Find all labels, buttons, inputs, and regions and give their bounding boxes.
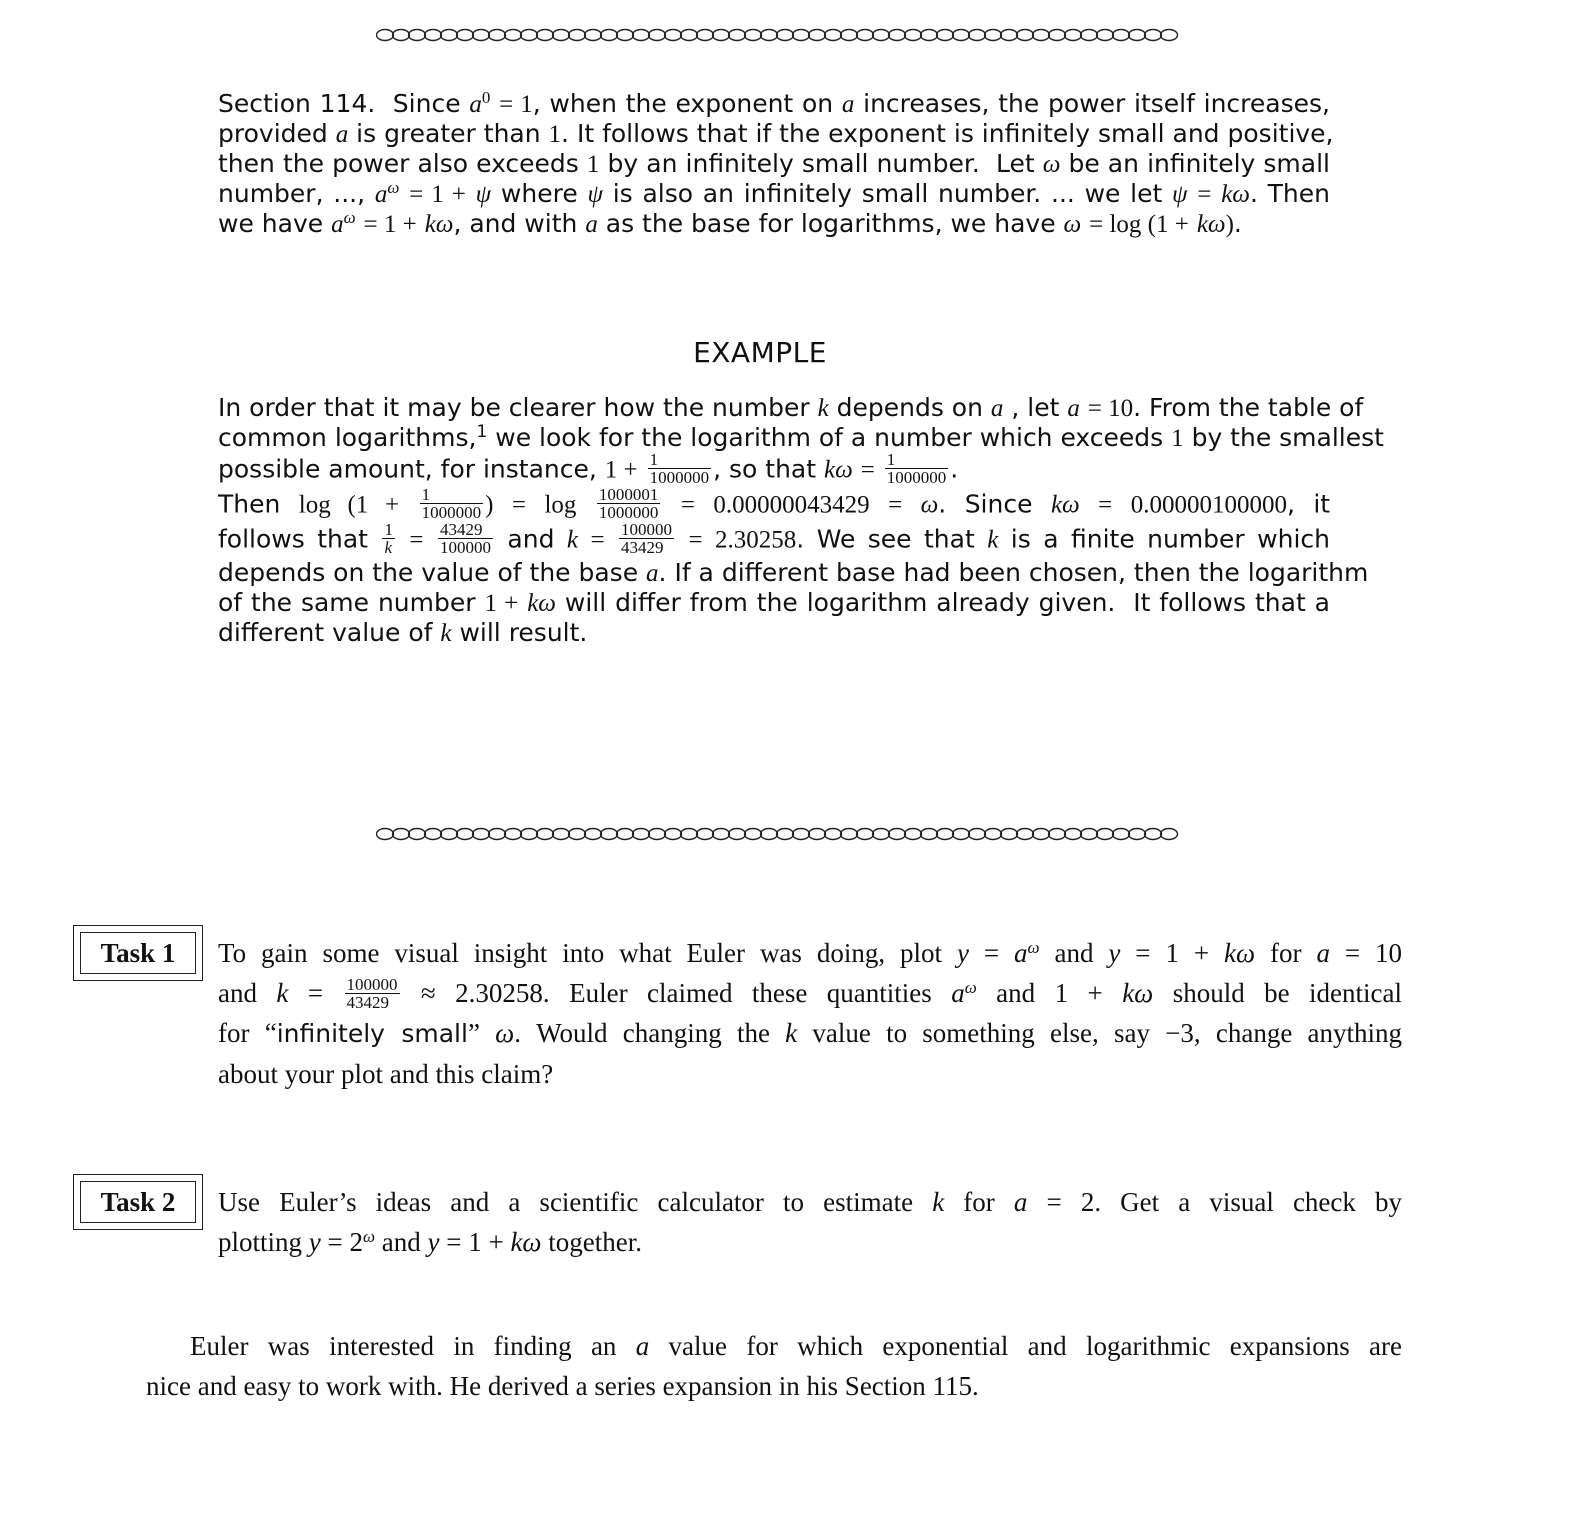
closing-paragraph [146, 1326, 1402, 1406]
closing-line-2: nice and easy to work with. He derived a series expansion in his Section 115. [146, 1371, 979, 1401]
chain-link [953, 30, 970, 41]
chain-link [489, 30, 506, 41]
chain-link [1065, 30, 1082, 41]
task-1-label: Task 1 [80, 932, 196, 974]
chain-link [825, 829, 842, 840]
task-2-line-2: plotting $y = 2^\omega$ and y = 1 + kω together. [218, 1227, 642, 1257]
chain-link [1161, 829, 1178, 840]
chain-link [873, 829, 890, 840]
chain-link-ornament-icon [376, 826, 1184, 842]
chain-link [457, 829, 474, 840]
and-word: and [507, 524, 555, 554]
chain-link [633, 829, 650, 840]
chain-link [537, 829, 554, 840]
chain-link [713, 30, 730, 41]
task-2-label-box [73, 1174, 203, 1230]
chain-link [1113, 829, 1130, 840]
chain-link [409, 30, 426, 41]
chain-link [1145, 829, 1162, 840]
chain-link [457, 30, 474, 41]
chain-link [937, 30, 954, 41]
fraction-kw: $\frac{1}{1000000}$ [886, 450, 947, 487]
task-1-text [218, 933, 1402, 1094]
chain-link [633, 30, 650, 41]
fraction-1-over-1000000: $\frac{1}{1000000}$ [649, 450, 710, 487]
section-lead: Section 114. [218, 89, 376, 118]
chain-link [425, 829, 442, 840]
chain-link [425, 30, 442, 41]
chain-link [1033, 30, 1050, 41]
chain-link [505, 829, 522, 840]
chain-link [985, 829, 1002, 840]
chain-link [681, 829, 698, 840]
task-1-line-4: about your plot and this claim? [218, 1059, 554, 1090]
example-line-5: follows that $\frac{1}{k}$ = $\frac{43429}{100000}$ and k = $\frac{100000}{43429}$ = 2.30258. We see that k is a finite number which [218, 520, 1330, 557]
chain-link [905, 829, 922, 840]
chain-link [665, 829, 682, 840]
fraction-43429-over-100000: $\frac{43429}{100000}$ [439, 520, 491, 557]
omega-value: 0.00000043429 [713, 491, 870, 519]
chain-link [905, 30, 922, 41]
chain-link [1049, 829, 1066, 840]
chain-link [505, 30, 522, 41]
task-1-line-1: To gain some visual insight into what Euler was doing, plot $y = a^\omega$ and y = 1 + kω for a = 10 [218, 938, 1403, 968]
chain-link [985, 30, 1002, 41]
chain-link [569, 30, 586, 41]
chain-link [473, 30, 490, 41]
example-line-3: possible amount, for instance, 1 + $\frac{1}{1000000}$ , so that kω = $\frac{1}{1000000}$ . [218, 450, 959, 487]
task-2-label: Task 2 [80, 1181, 196, 1223]
chain-link [585, 30, 602, 41]
fraction-1-over-k: $\frac{1}{k}$ [384, 520, 393, 557]
chain-link [1049, 30, 1066, 41]
chain-link [873, 30, 890, 41]
chain-link [745, 829, 762, 840]
chain-link [969, 829, 986, 840]
chain-link [393, 829, 410, 840]
task-1-label-box [73, 925, 203, 981]
follows-that: follows that [218, 524, 368, 554]
chain-link [921, 829, 938, 840]
chain-link [1129, 829, 1146, 840]
chain-link [777, 30, 794, 41]
section-line-5: we have $a^\omega = 1 + k\omega$, and with a as the base for logarithms, we have ω = log (1 + kω). [218, 208, 1242, 238]
chain-link-ornament-icon [376, 27, 1184, 43]
chain-link [809, 30, 826, 41]
chain-link [649, 829, 666, 840]
chain-link [793, 30, 810, 41]
chain-link [649, 30, 666, 41]
chain-link [729, 829, 746, 840]
chain-link [777, 829, 794, 840]
chain-link [761, 30, 778, 41]
chain-link [377, 30, 394, 41]
chain-link [857, 30, 874, 41]
example-line-2-a: common logarithms, [218, 423, 477, 452]
section-line-1: Section 114. Since $a^0 = 1$, when the exponent on a increases, the power itself increases, [218, 88, 1330, 118]
chain-link [601, 829, 618, 840]
since-word: Since [964, 489, 1033, 519]
example-line-7: of the same number 1 + kω will differ from the logarithm already given. It follows that a [218, 588, 1330, 617]
footnote-marker: 1 [476, 422, 488, 442]
chain-link [1033, 829, 1050, 840]
chain-link [697, 30, 714, 41]
chain-link [441, 829, 458, 840]
fraction-1000001-over-1000000: $\frac{1000001}{1000000}$ [598, 485, 659, 522]
chain-link [553, 30, 570, 41]
fraction-k-task-1: $\frac{100000}{43429}$ [346, 975, 398, 1013]
chain-link [1017, 30, 1034, 41]
chain-link [409, 829, 426, 840]
chain-link [473, 829, 490, 840]
kw-value: 0.00000100000 [1130, 491, 1287, 519]
section-line-4: number, ..., $a^\omega = 1 + \psi$ where ψ is also an infinitely small number. ... we let ψ = kω. Then [218, 178, 1330, 208]
example-line-3-b: so that [729, 454, 817, 484]
chain-link [857, 829, 874, 840]
chain-link [1001, 829, 1018, 840]
chain-link [969, 30, 986, 41]
example-paragraph [218, 393, 1384, 648]
chain-link [745, 30, 762, 41]
chain-link [1113, 30, 1130, 41]
chain-link [1129, 30, 1146, 41]
chain-link [1161, 30, 1178, 41]
chain-link [681, 30, 698, 41]
chain-link [393, 30, 410, 41]
task-1-line-3: for “infinitely small” ω. Would changing the k value to something else, say −3, change anything [218, 1018, 1403, 1049]
section-line-3: then the power also exceeds 1 by an infinitely small number. Let ω be an infinitely small [218, 149, 1330, 178]
chain-link [1001, 30, 1018, 41]
chain-link [825, 30, 842, 41]
chain-link [377, 829, 394, 840]
example-line-8: different value of k will result. [218, 618, 588, 647]
chain-link [841, 829, 858, 840]
chain-link [1017, 829, 1034, 840]
it-word: it [1313, 489, 1331, 519]
chain-link [953, 829, 970, 840]
chain-link [889, 30, 906, 41]
task-2-line-1: Use Euler’s ideas and a scientific calculator to estimate k for a = 2. Get a visual check by [218, 1187, 1403, 1217]
task-2-text [218, 1182, 1402, 1262]
chain-link [1065, 829, 1082, 840]
chain-link [569, 829, 586, 840]
example-heading: EXAMPLE [693, 336, 827, 369]
example-line-2: common logarithms,$^1$ we look for the logarithm of a number which exceeds 1 by the smallest [218, 422, 1384, 452]
fraction-100000-over-43429: $\frac{100000}{43429}$ [621, 520, 673, 557]
chain-link [489, 829, 506, 840]
chain-link [921, 30, 938, 41]
chain-link [585, 829, 602, 840]
chain-link [441, 30, 458, 41]
chain-link [617, 829, 634, 840]
chain-link [809, 829, 826, 840]
chain-link [1097, 829, 1114, 840]
chain-link [1081, 30, 1098, 41]
then-word: Then [218, 489, 281, 519]
chain-link [713, 829, 730, 840]
section-114-paragraph [218, 88, 1334, 239]
chain-link [889, 829, 906, 840]
chain-link [665, 30, 682, 41]
chain-link [521, 30, 538, 41]
chain-link [1081, 829, 1098, 840]
example-line-4: Then log (1 + $\frac{1}{1000000}$ ) = log $\frac{1000001}{1000000}$ = 0.00000043429 = ω. Since kω = 0.00000100000, it [218, 485, 1331, 522]
section-line-2: provided a is greater than 1. It follows that if the exponent is infinitely small and positive, [218, 119, 1334, 148]
chain-link [1097, 30, 1114, 41]
chain-link [1145, 30, 1162, 41]
chain-link [521, 829, 538, 840]
chain-link [793, 829, 810, 840]
chain-link [601, 30, 618, 41]
chain-link [617, 30, 634, 41]
k-value: 2.30258 [715, 526, 797, 554]
example-line-3-a: possible amount, for instance, [218, 454, 597, 484]
fraction-log-arg: $\frac{1}{1000000}$ [421, 485, 482, 522]
closing-line-1: Euler was interested in finding an a value for which exponential and logarithmic expansions are [190, 1331, 1402, 1361]
example-line-1: In order that it may be clearer how the number k depends on a , let a = 10. From the table of [218, 393, 1364, 422]
chain-link [537, 30, 554, 41]
chain-link [729, 30, 746, 41]
chain-link [553, 829, 570, 840]
example-line-6: depends on the value of the base a. If a different base had been chosen, then the logarithm [218, 558, 1369, 587]
infinitely-small-phrase: infinitely small [276, 1019, 468, 1049]
chain-link [937, 829, 954, 840]
task-1-line-2: and k = $\frac{100000}{43429}$ ≈ 2.30258. Euler claimed these quantities $a^\omega$ and 1 + kω should be identical [218, 975, 1403, 1013]
chain-link [761, 829, 778, 840]
chain-link [697, 829, 714, 840]
chain-link [841, 30, 858, 41]
